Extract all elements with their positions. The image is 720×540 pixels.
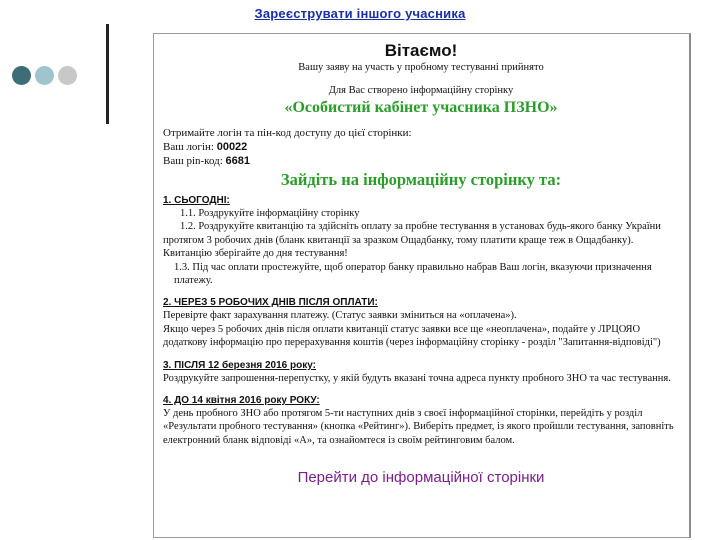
login-label: Ваш логін: <box>163 141 214 153</box>
login-row <box>163 140 679 154</box>
decorative-divider <box>106 24 109 124</box>
section-2 <box>163 296 679 349</box>
section-heading: 4. ДО 14 квітня 2016 року РОКУ: <box>163 395 320 407</box>
decorative-dots <box>12 66 77 85</box>
section-line: 1.1. Роздрукуйте інформаційну сторінку <box>180 208 360 219</box>
dot-light-icon <box>58 66 77 85</box>
accepted-text: Вашу заяву на участь у пробному тестуванні прийнято <box>298 62 544 73</box>
section-heading: 3. ПІСЛЯ 12 березня 2016 року: <box>163 359 316 371</box>
pin-label: Ваш pin-код: <box>163 155 223 167</box>
section-line: Якщо через 5 робочих днів після оплати квитанції статус заявки все ще «неоплачена», подайте у ЛРЦОЯО додаткову інформацію про перерахування коштів (через інформаційну сторінку - розділ "Запитання-відповіді") <box>163 323 661 349</box>
dot-mid-icon <box>35 66 54 85</box>
go-to-info-page-link[interactable]: Перейти до інформаційної сторінки <box>297 469 545 487</box>
register-another-participant-link[interactable]: Зареєструвати іншого учасника <box>254 6 466 21</box>
credentials-block <box>163 126 679 168</box>
pin-row <box>163 154 679 168</box>
section-line: 1.3. Під час оплати простежуйте, щоб оператор банку правильно набрав Ваш логін, вказуючи призначення платежу. <box>174 261 652 287</box>
go-to-page-heading: Зайдіть на інформаційну сторінку та: <box>280 170 562 189</box>
access-note: Отримайте логін та пін-код доступу до цієї сторінки: <box>163 127 412 139</box>
section-4 <box>163 394 679 447</box>
welcome-heading: Вітаємо! <box>384 41 458 60</box>
cabinet-title: «Особистий кабінет учасника ПЗНО» <box>284 99 558 116</box>
section-line: У день пробного ЗНО або протягом 5-ти наступних днів з своєї інформаційної сторінки, перейдіть у розділ «Результати пробного тестування» (кнопка «Рейтинг»). Виберіть предмет, із якого пройшли тестування, заповніть електронний бланк відповіді «А», та ознайомтеся із своїм рейтинговим балом. <box>163 408 674 446</box>
section-1 <box>163 194 679 287</box>
section-heading: 2. ЧЕРЕЗ 5 РОБОЧИХ ДНІВ ПІСЛЯ ОПЛАТИ: <box>163 297 378 309</box>
pin-value: 6681 <box>225 155 251 167</box>
section-line: Роздрукуйте запрошення-перепустку, у якій будуть вказані точна адреса пункту пробного ЗНО та час тестування. <box>163 372 671 384</box>
section-line: 1.2. Роздрукуйте квитанцію та здійсніть оплату за пробне тестування в установах будь-якого банку України протягом 3 робочих днів (бланк квитанції за зразком Ощадбанку, тому платити краще теж в Ощадбанку). Квитанцію зберігайте до дня тестування! <box>163 221 661 260</box>
dot-dark-icon <box>12 66 31 85</box>
section-3 <box>163 359 679 385</box>
section-heading: 1. СЬОГОДНІ: <box>163 195 230 206</box>
section-line: Перевірте факт зарахування платежу. (Статус заявки зміниться на «оплачена»). <box>163 310 517 322</box>
login-value: 00022 <box>216 141 248 153</box>
info-card <box>153 33 691 538</box>
created-text: Для Вас створено інформаційну сторінку <box>328 85 514 96</box>
